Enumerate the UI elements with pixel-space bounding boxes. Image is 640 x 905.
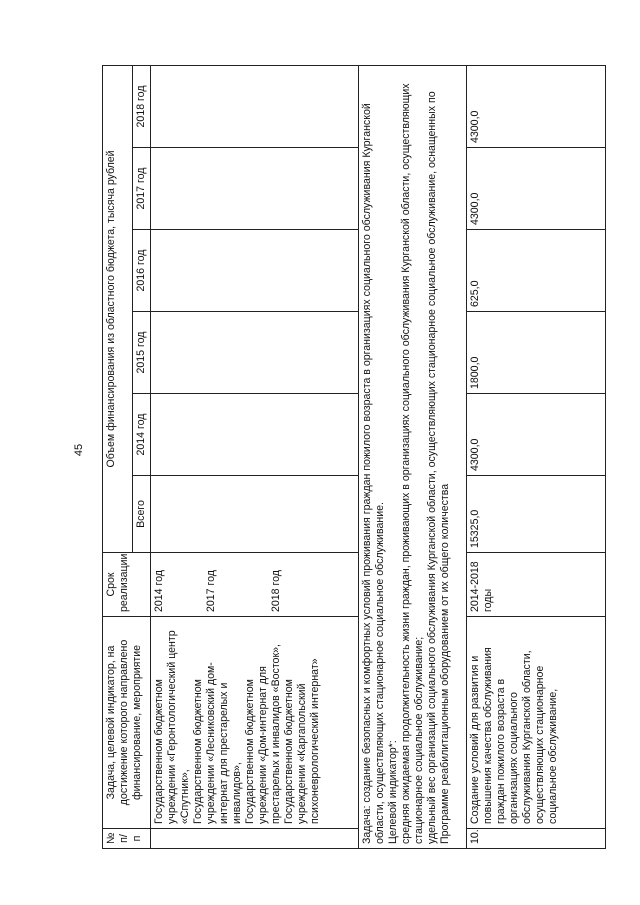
institution-3: Государственном бюджетном учреждении «Дом-интернат для престарелых и инвалидов «Восток», — [244, 644, 282, 824]
institution-4: Государственном бюджетном учреждении «Каргапольский психоневрологический интернат» — [283, 658, 321, 824]
indicator-2: удельный вес организаций социального обслуживания Курганской области, осуществляющих стационарное социальное обслуживание, оснащенных по Программе реабилитационным оборудованием от их общего количества — [426, 91, 451, 844]
header-year-2014: 2014 год — [133, 394, 151, 476]
institutions-2018 — [151, 65, 359, 147]
institutions-2014 — [151, 394, 359, 476]
rotated-table-container — [102, 66, 606, 849]
header-year-2017: 2017 год — [133, 148, 151, 230]
row-10-2018: 4300,0 — [467, 65, 606, 147]
institutions-no — [151, 829, 359, 849]
financing-table — [102, 65, 606, 849]
institutions-2015 — [151, 312, 359, 394]
term-2: 2017 год — [205, 570, 217, 612]
header-total: Всего — [133, 476, 151, 553]
term-3: 2018 год — [270, 570, 282, 612]
row-10-term: 2014-2018 годы — [467, 553, 606, 617]
task-text: Задача: создание безопасных и комфортных условий проживания граждан пожилого возраста в организациях социального обслуживания Курганской области, осуществляющих стационарное социальное обслуживание. — [361, 103, 386, 844]
institutions-2017 — [151, 148, 359, 230]
task-cell — [359, 65, 467, 848]
institutions-total — [151, 476, 359, 553]
row-10-2017: 4300,0 — [467, 148, 606, 230]
header-no: № п/п — [103, 829, 151, 849]
header-year-2016: 2016 год — [133, 230, 151, 312]
indicator-1: средняя ожидаемая продолжительность жизни граждан, проживающих в организациях социального обслуживания Курганской области, осуществляющих стационарное социальное обслуживание; — [400, 83, 425, 844]
row-10-2015: 1800,0 — [467, 312, 606, 394]
institutions-list — [151, 617, 359, 829]
institutions-row — [151, 65, 359, 848]
header-year-2018: 2018 год — [133, 65, 151, 147]
institution-2: Государственном бюджетном учреждении «Лесниковский дом-интернат для престарелых и инвалидов», — [192, 662, 243, 824]
row-10-no: 10. — [467, 829, 606, 849]
header-year-2015: 2015 год — [133, 312, 151, 394]
header-row-1 — [103, 65, 133, 848]
header-term: Срок реализации — [103, 553, 151, 617]
institutions-terms — [151, 553, 359, 617]
task-row — [359, 65, 467, 848]
row-10 — [467, 65, 606, 848]
institutions-2016 — [151, 230, 359, 312]
term-1: 2014 год — [153, 570, 165, 612]
institution-1: Государственном бюджетном учреждении «Геронтологический центр «Спутник», — [153, 630, 191, 824]
row-10-2014: 4300,0 — [467, 394, 606, 476]
page-number: 45 — [73, 443, 85, 457]
header-budget: Объем финансирования из областного бюджета, тысяча рублей — [103, 65, 133, 552]
indicator-label: Целевой индикатор*: — [387, 740, 399, 844]
row-10-text: Создание условий для развития и повышения качества обслуживания граждан пожилого возраста в организациях социального обслуживания Курганской области, осуществляющих стационарное социальное обслуживание, — [467, 617, 606, 829]
header-task: Задача, целевой индикатор, на достижение которого направлено финансирование, мероприятие — [103, 617, 151, 829]
row-10-2016: 625,0 — [467, 230, 606, 312]
row-10-total: 15325,0 — [467, 476, 606, 553]
